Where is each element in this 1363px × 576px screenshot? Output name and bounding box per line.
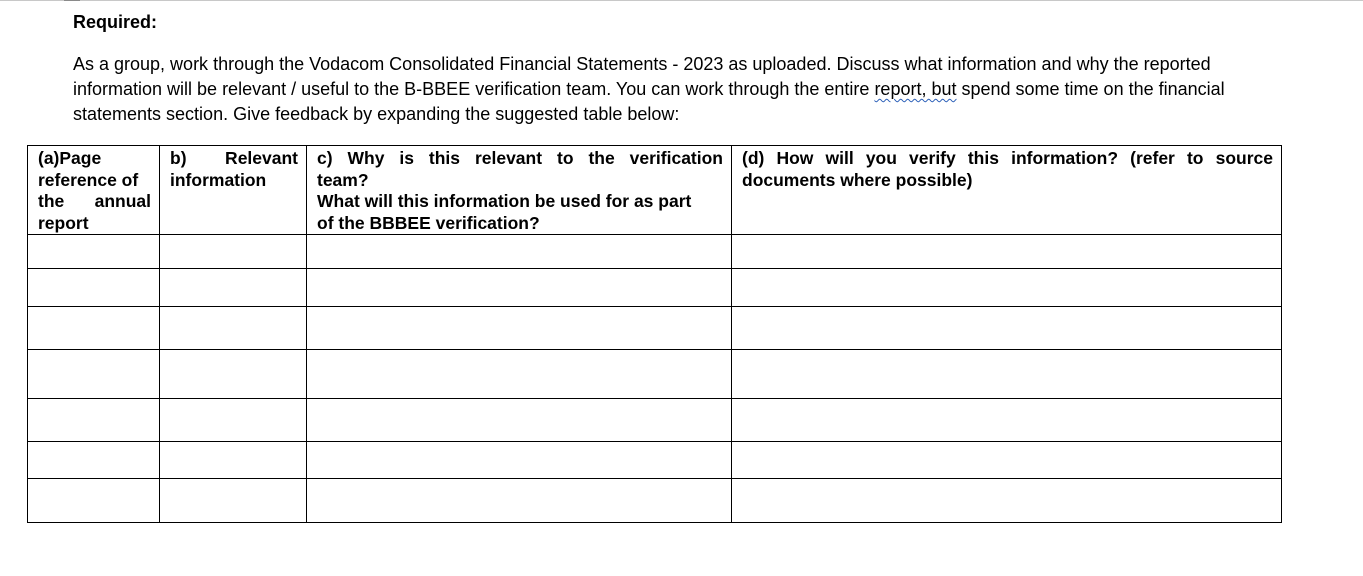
table-cell-relevant-information[interactable] (160, 442, 307, 479)
table-cell-page-reference[interactable] (28, 235, 160, 269)
instructions-line-3: statements section. Give feedback by expanding the suggested table below: (73, 104, 680, 124)
table-cell-why-relevant[interactable] (307, 399, 732, 442)
table-cell-relevant-information[interactable] (160, 399, 307, 442)
page-corner-mark (64, 0, 80, 1)
table-cell-how-verify[interactable] (732, 399, 1282, 442)
header-how-verify-line: (d) How will you verify this information? (refer to source (742, 148, 1273, 168)
table-cell-how-verify[interactable] (732, 350, 1282, 399)
header-how-verify-line: documents where possible) (742, 169, 973, 190)
table-row (28, 399, 1282, 442)
table-cell-why-relevant[interactable] (307, 269, 732, 307)
table-cell-why-relevant[interactable] (307, 307, 732, 350)
spellcheck-flagged-text[interactable]: report, but (874, 79, 957, 99)
feedback-table (27, 145, 1282, 523)
table-cell-relevant-information[interactable] (160, 269, 307, 307)
header-why-relevant (307, 146, 732, 235)
table-row (28, 442, 1282, 479)
instructions-line-2-end: spend some time on the financial (956, 79, 1225, 99)
table-cell-relevant-information[interactable] (160, 235, 307, 269)
table-cell-page-reference[interactable] (28, 350, 160, 399)
table-cell-relevant-information[interactable] (160, 350, 307, 399)
table-header-row (28, 146, 1282, 235)
table-row (28, 235, 1282, 269)
table-cell-relevant-information[interactable] (160, 307, 307, 350)
table-row (28, 269, 1282, 307)
instructions-line-2 (73, 77, 1283, 102)
table-cell-how-verify[interactable] (732, 269, 1282, 307)
header-why-relevant-line: team? (317, 169, 369, 190)
table-cell-relevant-information[interactable] (160, 479, 307, 523)
required-heading: Required: (73, 12, 158, 32)
header-page-reference-line: the annual (38, 191, 151, 211)
table-cell-how-verify[interactable] (732, 442, 1282, 479)
table-cell-why-relevant[interactable] (307, 442, 732, 479)
instructions-paragraph (73, 52, 1283, 127)
table-cell-page-reference[interactable] (28, 307, 160, 350)
table-cell-page-reference[interactable] (28, 399, 160, 442)
header-why-relevant-line: c) Why is this relevant to the verification (317, 148, 723, 168)
table-row (28, 350, 1282, 399)
table-cell-how-verify[interactable] (732, 235, 1282, 269)
table-row (28, 307, 1282, 350)
table-cell-page-reference[interactable] (28, 442, 160, 479)
header-why-relevant-line: What will this information be used for as part (317, 191, 692, 211)
header-relevant-information-line: information (170, 169, 267, 190)
page-top-rule (0, 0, 1363, 1)
table-cell-page-reference[interactable] (28, 269, 160, 307)
table-cell-how-verify[interactable] (732, 307, 1282, 350)
header-relevant-information-line: b) Relevant (170, 148, 298, 168)
table-cell-why-relevant[interactable] (307, 479, 732, 523)
header-page-reference-line: reference of (38, 169, 139, 190)
instructions-line-2-start: information will be relevant / useful to the B-BBEE verification team. You can work through the entire (73, 79, 875, 99)
header-page-reference-line: (a)Page (38, 148, 102, 168)
header-how-verify (732, 146, 1282, 235)
header-page-reference (28, 146, 160, 235)
header-page-reference-line: report (38, 212, 89, 233)
table-row (28, 479, 1282, 523)
table-cell-page-reference[interactable] (28, 479, 160, 523)
table-cell-why-relevant[interactable] (307, 350, 732, 399)
header-relevant-information (160, 146, 307, 235)
header-why-relevant-line: of the BBBEE verification? (317, 212, 540, 233)
instructions-line-1: As a group, work through the Vodacom Consolidated Financial Statements - 2023 as uploaded. Discuss what information and why the reported (73, 54, 1211, 74)
table-cell-how-verify[interactable] (732, 479, 1282, 523)
table-cell-why-relevant[interactable] (307, 235, 732, 269)
